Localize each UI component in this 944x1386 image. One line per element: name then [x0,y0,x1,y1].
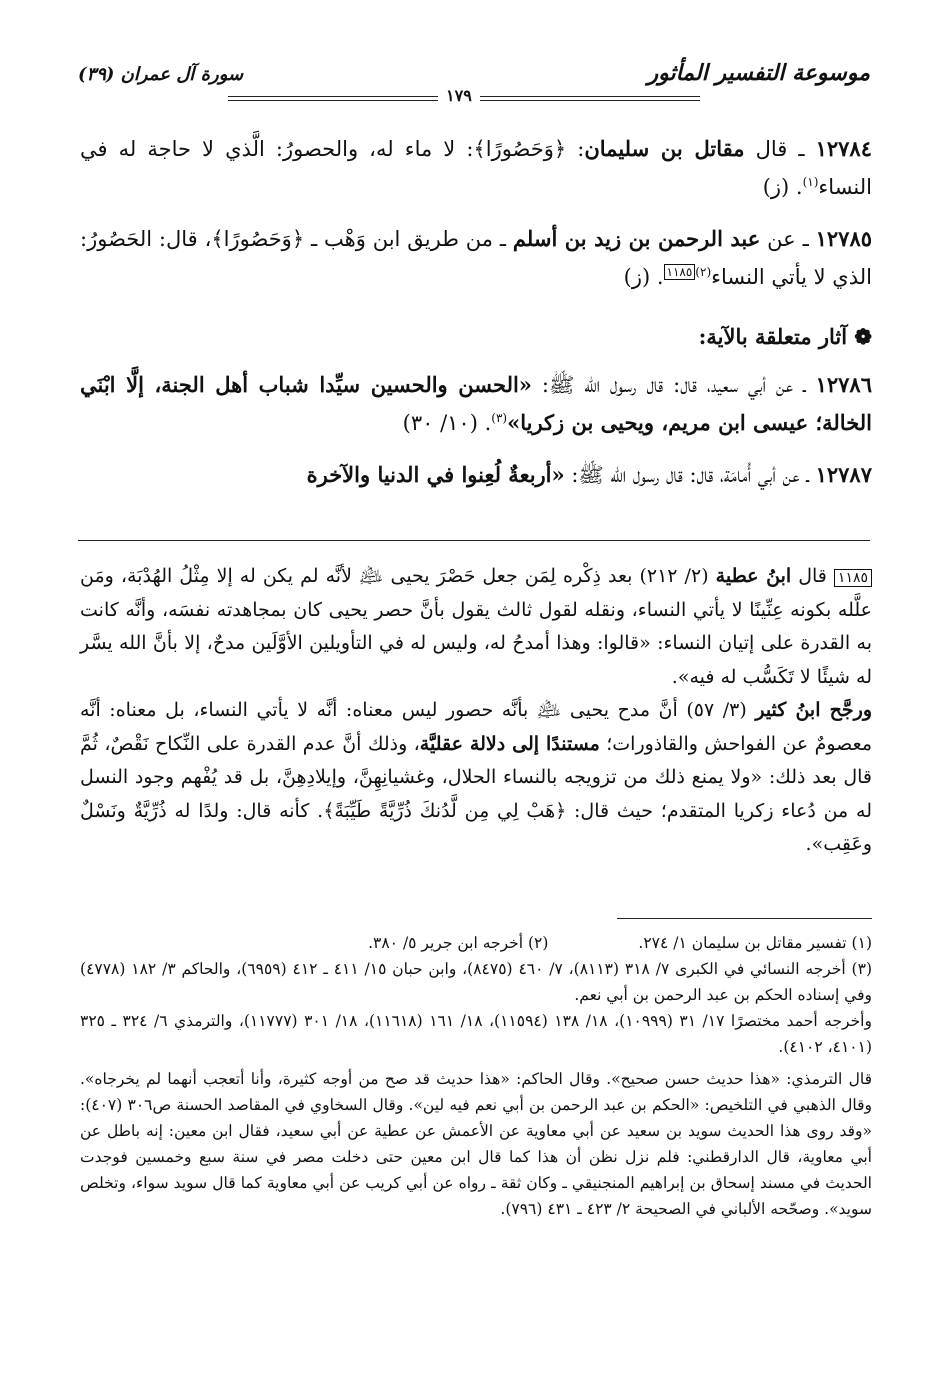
page-header [78,58,870,105]
surah-name: سورة آل عمران (٣٩) [78,64,244,85]
note-number-box: ١١٨٥ [834,569,872,587]
entry-tail: . (ز) [762,175,803,199]
note-emphasis: مستندًا إلى دلالة عقليَّة [419,732,600,755]
footnote-row [80,930,872,956]
footnote-marker: (٢) [695,265,712,279]
entry-12785 [80,220,872,296]
entry-text: : ﴿وَحَصُورًا﴾: لا ماء له، والحصورُ: الَّذي لا حاجة له في النساء [80,137,872,199]
footnote-divider [617,918,872,919]
hadith-lead: ـ عن أبي أُمامَة، قال: قال رسول الله ﷺ: [564,463,816,487]
hadith-12787 [80,456,872,494]
page-number: ١٧٩ [438,86,480,105]
editor-note [80,560,872,862]
hadith-number: ١٢٧٨٧ [815,462,872,487]
footnotes [80,930,872,1222]
entry-tail: . (ز) [623,265,664,289]
note-divider [78,540,870,541]
footnote-marker: (٣) [491,411,508,425]
footnote-3: (٣) أخرجه النسائي في الكبرى ٧/ ٣١٨ (٨١١٣)، ٧/ ٤٦٠ (٨٤٧٥)، وابن حبان ١٥/ ٤١١ ـ ٤١٢ (٦٩٥٩)، والحاكم ٣/ ١٨٢ (٤٧٧٨) وفي إسناده الحكم بن عبد الرحمن بن أبي نعم. [80,960,872,1004]
footnote-1: (١) تفسير مقاتل بن سليمان ١/ ٢٧٤. [638,934,872,952]
hadith-quote: «الحسن والحسين سيِّدا شباب أهل الجنة، إلَّا ابْنَي الخالة؛ عيسى ابن مريم، ويحيى بن زكريا» [80,372,872,435]
note-author: ابنُ كثير [755,699,821,721]
book-title: موسوعة التفسير المأثور [647,60,870,86]
note-text: ورجَّح [820,699,872,721]
note-text: (٣/ ٥٧) أنَّ مدح يحيى ﵇ بأنَّه حصور ليس معناه: أنَّه لا يأتي النساء، بل معناه: أنَّه معصومٌ عن الفواحش والقاذورات؛ [80,699,872,755]
entry-lead: ـ عن [760,227,816,251]
note-text: (٢/ ٢١٢) بعد ذِكْره لِمَن جعل حَصْرَ يحيى ﵇ لأنَّه لم يكن له إلا مِثْلُ الهُدْبَة، ومَن علَّله بكونه عِنِّينًا لا يأتي النساء، ونقله لقول ثالث يقول بأنَّ حصر يحيى كان بمجاهدته نفسَه، وأنَّه كانت به القدرة على إتيان النساء: «قالوا: وهذا أمدحُ له، وليس له في التأويلين الأوَّلَين مدحٌ، إلا بأنَّ الله يسَّر له شيئًا لا تَكَسُّب له فيه». [80,565,872,688]
note-reference-box: ١١٨٥ [664,264,696,280]
hadith-lead: ـ عن أبي سعيد، قال: قال رسول الله ﷺ: [531,373,816,397]
main-text [80,130,872,508]
note-paragraph-2 [80,694,872,862]
section-title: ❁ آثار متعلقة بالآية: [698,324,872,349]
hadith-number: ١٢٧٨٦ [815,372,872,397]
footnote-3-cont: وأخرجه أحمد مختصرًا ١٧/ ٣١ (١٠٩٩٩)، ١٨/ ١٣٨ (١١٥٩٤)، ١٨/ ١٦١ (١١٦١٨)، ١٨/ ٣٠١ (١١٧٧٧)، والترمذي ٦/ ٣٢٤ ـ ٣٢٥ (٤١٠١، ٤١٠٢). [80,1012,872,1056]
note-text: قال [791,565,834,587]
entry-12784 [80,130,872,206]
note-text: ، وذلك أنَّ عدم القدرة على النِّكاح نَقْصٌ، ثُمَّ قال بعد ذلك: «ولا يمنع ذلك من تزويجه بالنساء الحلال، وغشيانِهِنَّ، وإيلادِهِنَّ، بل قد يُفْهم وجود النسل له من دُعاء زكريا المتقدم؛ حيث قال: ﴿هَبْ لِي مِن لَّدُنكَ ذُرِّيَّةً طَيِّبَةً﴾. كأنه قال: ولدًا له ذُرِّيَّةٌ ونَسْلٌ وعَقِب». [80,732,872,855]
hadith-tail: . (١٠/ ٣٠) [402,411,492,435]
footnote-marker: (١) [802,175,819,189]
footnote-3-grading: قال الترمذي: «هذا حديث حسن صحيح». وقال الحاكم: «هذا حديث قد صح من أوجه كثيرة، وأنا أتعجب أنهما لم يخرجاه». وقال الذهبي في التلخيص: «الحكم بن عبد الرحمن بن أبي نعم فيه لين». وقال السخاوي في المقاصد الحسنة ص٣٠٦ (٤٠٧): «وقد روى هذا الحديث سويد بن سعيد عن أبي معاوية عن الأعمش عن عطية عن أبي سعيد، فقال ابن معين: إنه باطل عن أبي معاوية، قال الدارقطني: فلم نزل نظن أن هذا كما قال ابن معين حتى دخلت مصر في سنة سبع وخمسين فوجدت الحديث في مسند إسحاق بن إبراهيم المنجنيقي ـ وكان ثقة ـ رواه عن أبي كريب عن أبي معاوية كما قال سويد سواء، وتخلص سويد». وصحّحه الألباني في الصحيحة ٢/ ٤٢٣ ـ ٤٣١ (٧٩٦). [80,1070,872,1218]
note-author: ابنُ عطية [715,565,792,587]
entry-number: ١٢٧٨٤ [815,136,872,161]
footnote-2: (٢) أخرجه ابن جرير ٥/ ٣٨٠. [368,934,549,952]
entry-number: ١٢٧٨٥ [815,226,873,251]
hadith-12786 [80,366,872,442]
entry-lead: ـ قال [744,137,816,161]
entry-text: ـ من طريق ابن وَهْب ـ ﴿وَحَصُورًا﴾، قال: الحَصُورُ: الذي لا يأتي النساء [80,227,872,289]
entry-speaker: مقاتل بن سليمان [584,136,745,161]
note-paragraph-1 [80,560,872,694]
hadith-quote: «أربعةٌ لُعِنوا في الدنيا والآخرة [306,462,565,487]
entry-speaker: عبد الرحمن بن زيد بن أسلم [512,226,761,251]
